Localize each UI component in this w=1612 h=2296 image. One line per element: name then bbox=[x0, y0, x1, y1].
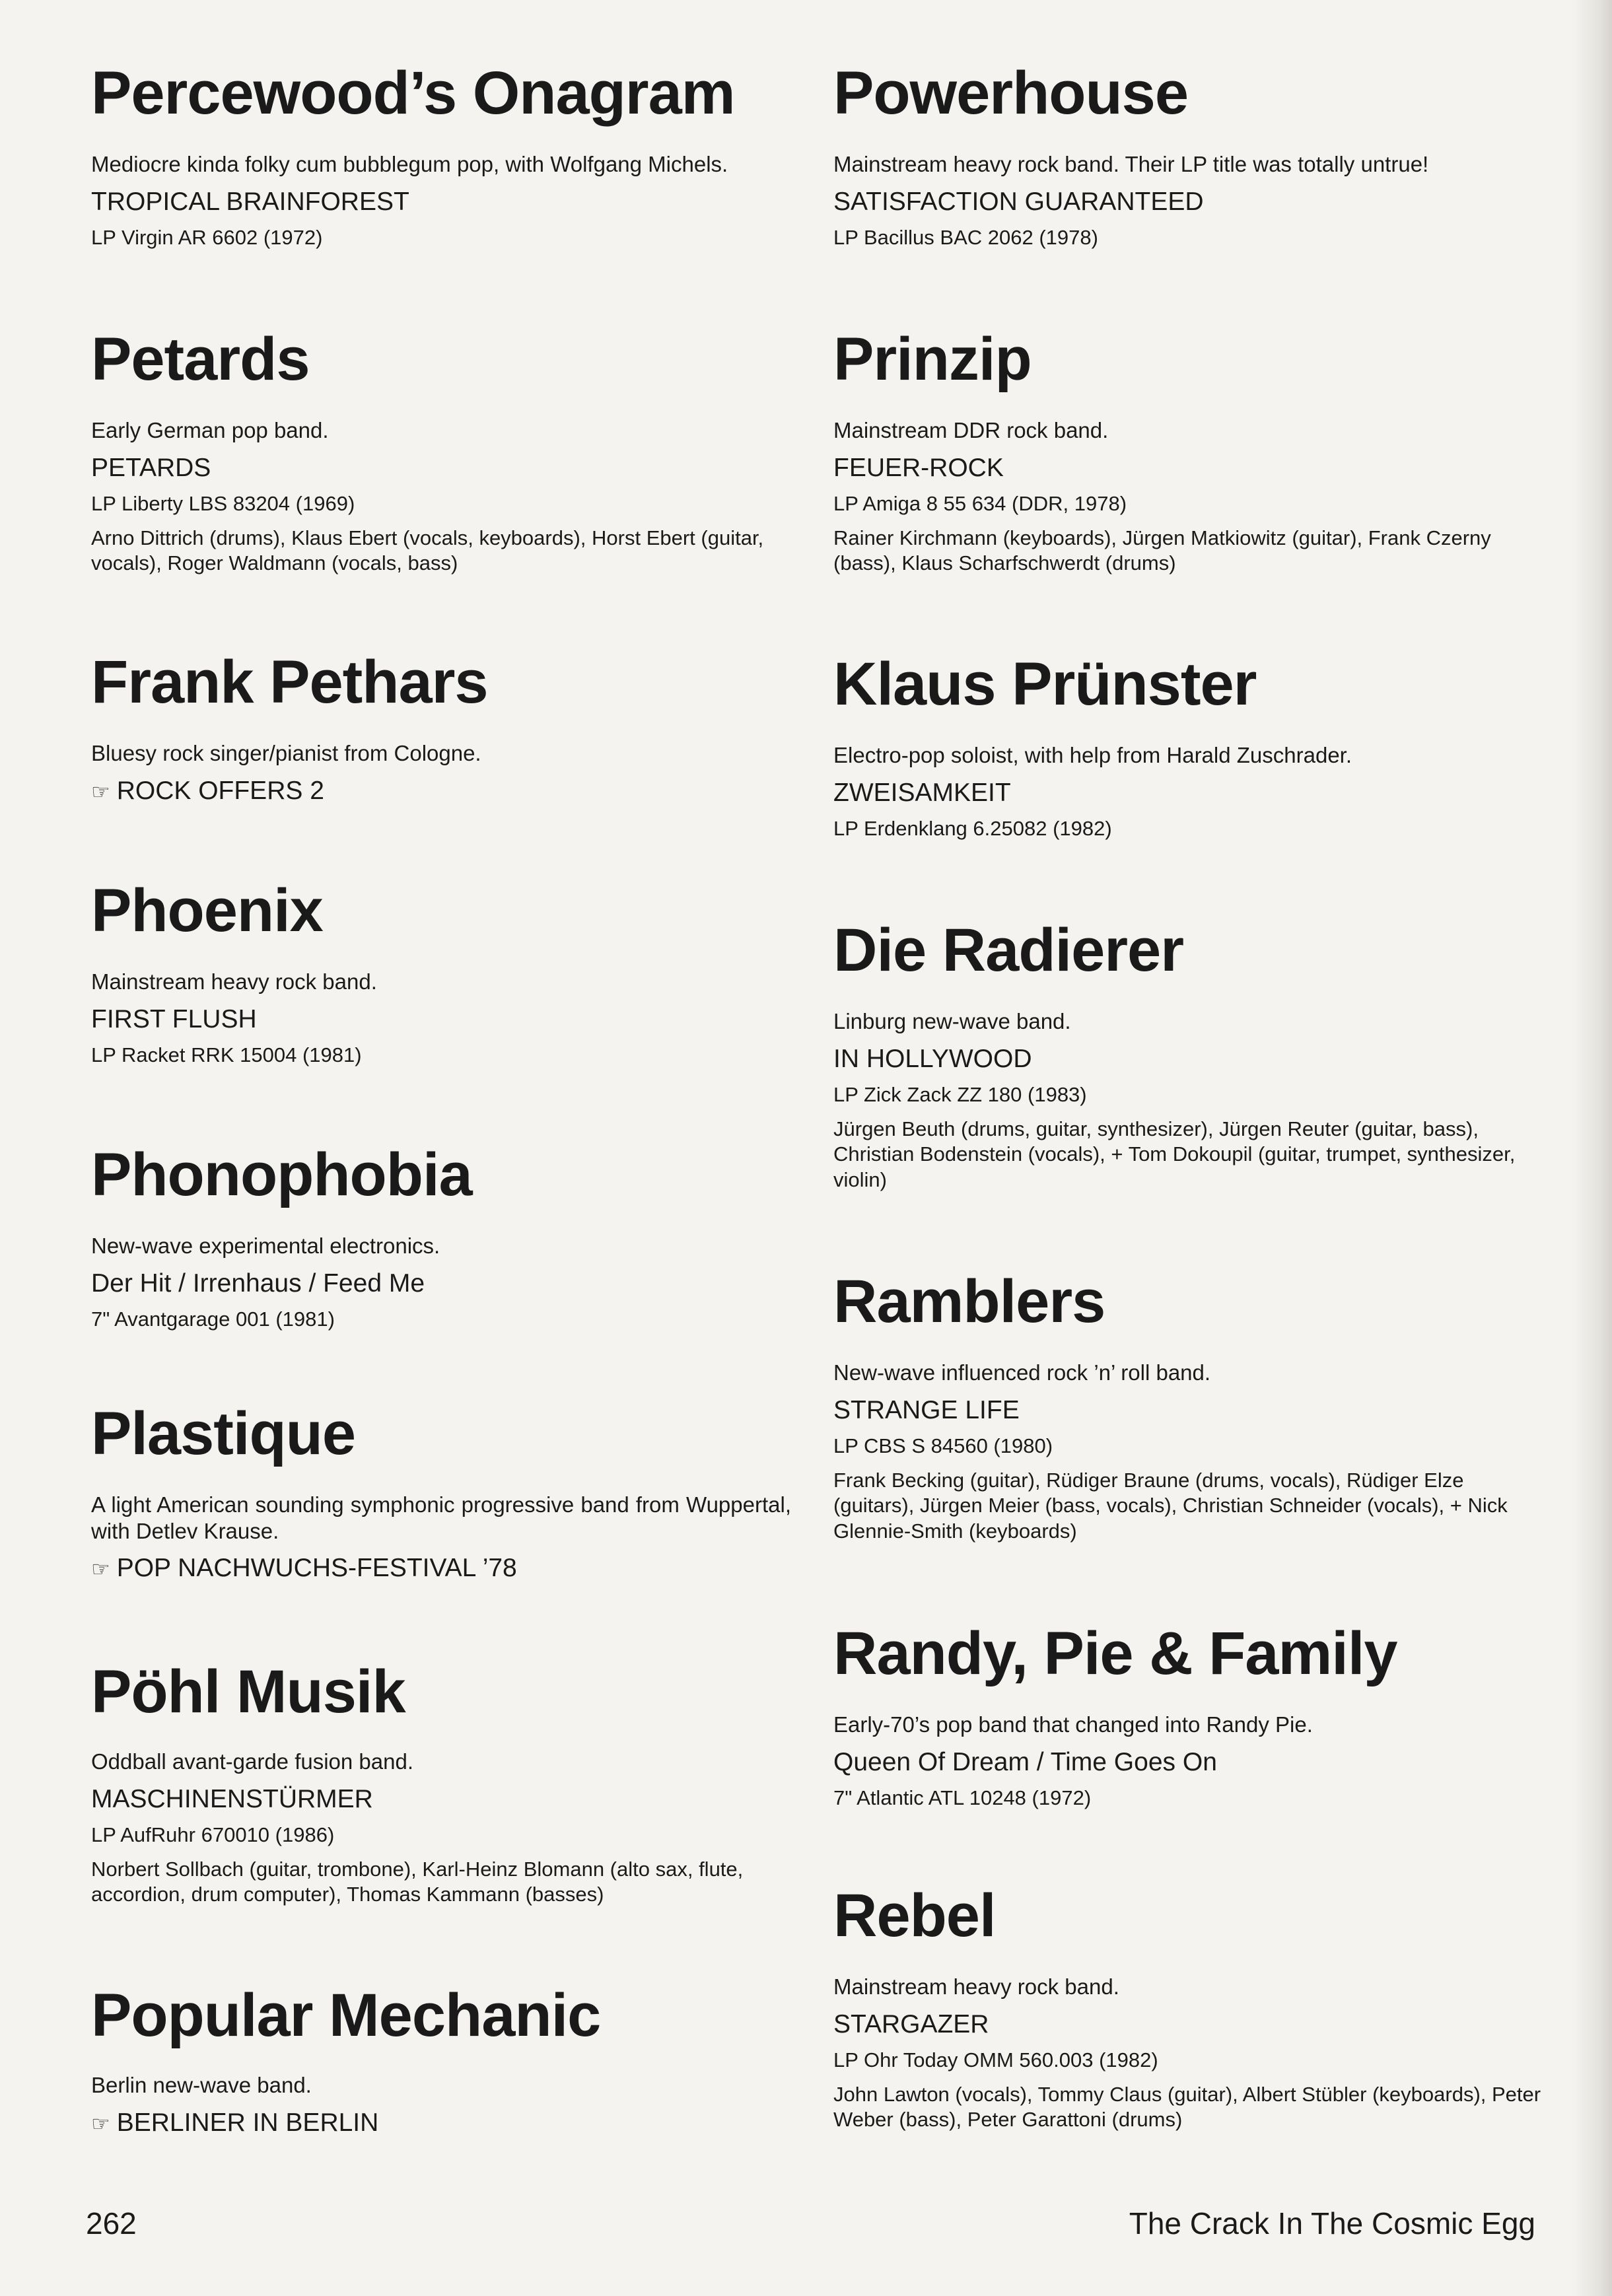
band-name: Powerhouse bbox=[833, 59, 1189, 127]
band-name: Phoenix bbox=[91, 877, 323, 944]
band-description: New-wave influenced rock ’n’ roll band. bbox=[833, 1360, 1211, 1385]
release-title: Der Hit / Irrenhaus / Feed Me bbox=[91, 1269, 425, 1298]
pointing-hand-icon: ☞ bbox=[91, 1557, 110, 1582]
release-title: ZWEISAMKEIT bbox=[833, 778, 1011, 807]
cross-reference bbox=[91, 777, 791, 806]
release-title: FEUER-ROCK bbox=[833, 453, 1004, 482]
release-title: Queen Of Dream / Time Goes On bbox=[833, 1747, 1217, 1776]
entry-phoenix bbox=[91, 877, 791, 1068]
entry-popular-mechanic bbox=[91, 1982, 791, 2137]
book-title: The Crack In The Cosmic Egg bbox=[1129, 2206, 1535, 2241]
band-name: Prinzip bbox=[833, 326, 1032, 393]
release-title: STARGAZER bbox=[833, 2009, 989, 2038]
personnel: Jürgen Beuth (drums, guitar, synthesizer), Jürgen Reuter (guitar, bass), Christian Bodenstein (vocals), + Tom Dokoupil (guitar, trumpet, synthesizer, violin) bbox=[833, 1117, 1516, 1192]
band-name: Percewood’s Onagram bbox=[91, 59, 735, 127]
release-title: SATISFACTION GUARANTEED bbox=[833, 187, 1204, 216]
band-description: Early German pop band. bbox=[91, 418, 329, 442]
release-info: 7" Avantgarage 001 (1981) bbox=[91, 1307, 335, 1331]
release-info: LP Bacillus BAC 2062 (1978) bbox=[833, 226, 1098, 250]
release-info: LP CBS S 84560 (1980) bbox=[833, 1434, 1053, 1458]
band-description: Mainstream DDR rock band. bbox=[833, 418, 1109, 442]
band-description: Linburg new-wave band. bbox=[833, 1009, 1071, 1033]
release-title: IN HOLLYWOOD bbox=[833, 1044, 1032, 1073]
cross-reference bbox=[91, 2109, 791, 2138]
personnel: Norbert Sollbach (guitar, trombone), Karl-Heinz Blomann (alto sax, flute, accordion, drum computer), Thomas Kammann (basses) bbox=[91, 1857, 744, 1906]
release-info: LP Virgin AR 6602 (1972) bbox=[91, 226, 323, 250]
band-name: Ramblers bbox=[833, 1268, 1105, 1335]
release-info: LP Racket RRK 15004 (1981) bbox=[91, 1043, 362, 1067]
personnel: Rainer Kirchmann (keyboards), Jürgen Matkiowitz (guitar), Frank Czerny (bass), Klaus Scharfschwerdt (drums) bbox=[833, 526, 1491, 575]
band-description: Oddball avant-garde fusion band. bbox=[91, 1749, 414, 1774]
band-name: Pöhl Musik bbox=[91, 1658, 405, 1725]
entry-phonophobia bbox=[91, 1141, 791, 1332]
cross-reference-title: POP NACHWUCHS-FESTIVAL ’78 bbox=[116, 1554, 517, 1583]
release-title: STRANGE LIFE bbox=[833, 1395, 1020, 1424]
band-name: Frank Pethars bbox=[91, 648, 488, 716]
page-edge bbox=[1572, 0, 1612, 2296]
band-description: Early-70’s pop band that changed into Randy Pie. bbox=[833, 1712, 1313, 1737]
page-number: 262 bbox=[86, 2206, 137, 2241]
entry-klaus-prunster bbox=[833, 650, 1547, 841]
band-description: Bluesy rock singer/pianist from Cologne. bbox=[91, 741, 481, 765]
release-info: 7" Atlantic ATL 10248 (1972) bbox=[833, 1786, 1092, 1810]
pointing-hand-icon: ☞ bbox=[91, 2111, 110, 2136]
personnel: Frank Becking (guitar), Rüdiger Braune (drums, vocals), Rüdiger Elze (guitars), Jürgen Meier (bass, vocals), Christian Schneider (vocals), + Nick Glennie-Smith (keyboards) bbox=[833, 1468, 1508, 1543]
release-title: PETARDS bbox=[91, 453, 211, 482]
personnel: Arno Dittrich (drums), Klaus Ebert (vocals, keyboards), Horst Ebert (guitar, vocals), Roger Waldmann (vocals, bass) bbox=[91, 526, 764, 575]
band-name: Phonophobia bbox=[91, 1141, 472, 1208]
band-description: Mainstream heavy rock band. Their LP title was totally untrue! bbox=[833, 152, 1429, 176]
release-info: LP AufRuhr 670010 (1986) bbox=[91, 1823, 335, 1847]
entry-ramblers bbox=[833, 1268, 1547, 1545]
entry-petards bbox=[91, 326, 791, 576]
cross-reference-title: BERLINER IN BERLIN bbox=[116, 2108, 379, 2137]
entry-rebel bbox=[833, 1882, 1547, 2133]
band-name: Popular Mechanic bbox=[91, 1982, 601, 2049]
entry-prinzip bbox=[833, 326, 1547, 576]
entry-frank-pethars bbox=[91, 648, 791, 805]
band-description: Berlin new-wave band. bbox=[91, 2073, 312, 2097]
band-name: Plastique bbox=[91, 1400, 356, 1467]
band-description: New-wave experimental electronics. bbox=[91, 1234, 440, 1258]
band-name: Die Radierer bbox=[833, 917, 1184, 984]
release-info: LP Amiga 8 55 634 (DDR, 1978) bbox=[833, 492, 1127, 516]
pointing-hand-icon: ☞ bbox=[91, 779, 110, 804]
band-name: Randy, Pie & Family bbox=[833, 1620, 1397, 1687]
release-info: LP Erdenklang 6.25082 (1982) bbox=[833, 817, 1112, 841]
release-info: LP Liberty LBS 83204 (1969) bbox=[91, 492, 355, 516]
release-title: FIRST FLUSH bbox=[91, 1004, 257, 1033]
band-description: Mainstream heavy rock band. bbox=[833, 1974, 1119, 1999]
personnel: John Lawton (vocals), Tommy Claus (guitar), Albert Stübler (keyboards), Peter Weber (bass), Peter Garattoni (drums) bbox=[833, 2082, 1541, 2132]
release-title: MASCHINENSTÜRMER bbox=[91, 1784, 373, 1813]
entry-plastique bbox=[91, 1400, 791, 1583]
cross-reference-title: ROCK OFFERS 2 bbox=[116, 776, 324, 805]
band-name: Petards bbox=[91, 326, 310, 393]
entry-percewoods-onagram bbox=[91, 59, 791, 250]
entry-pohl-musik bbox=[91, 1658, 791, 1908]
band-name: Klaus Prünster bbox=[833, 650, 1257, 718]
band-name: Rebel bbox=[833, 1882, 996, 1949]
entry-randy-pie-family bbox=[833, 1620, 1547, 1811]
entry-die-radierer bbox=[833, 917, 1547, 1193]
band-description: Electro-pop soloist, with help from Harald Zuschrader. bbox=[833, 743, 1352, 767]
band-description: Mediocre kinda folky cum bubblegum pop, with Wolfgang Michels. bbox=[91, 152, 728, 176]
band-description: Mainstream heavy rock band. bbox=[91, 969, 377, 994]
entry-powerhouse bbox=[833, 59, 1547, 250]
band-description: A light American sounding symphonic progressive band from Wuppertal, with Detlev Krause. bbox=[91, 1492, 791, 1543]
cross-reference bbox=[91, 1554, 791, 1583]
release-info: LP Ohr Today OMM 560.003 (1982) bbox=[833, 2048, 1158, 2072]
release-title: TROPICAL BRAINFOREST bbox=[91, 187, 409, 216]
release-info: LP Zick Zack ZZ 180 (1983) bbox=[833, 1083, 1087, 1107]
